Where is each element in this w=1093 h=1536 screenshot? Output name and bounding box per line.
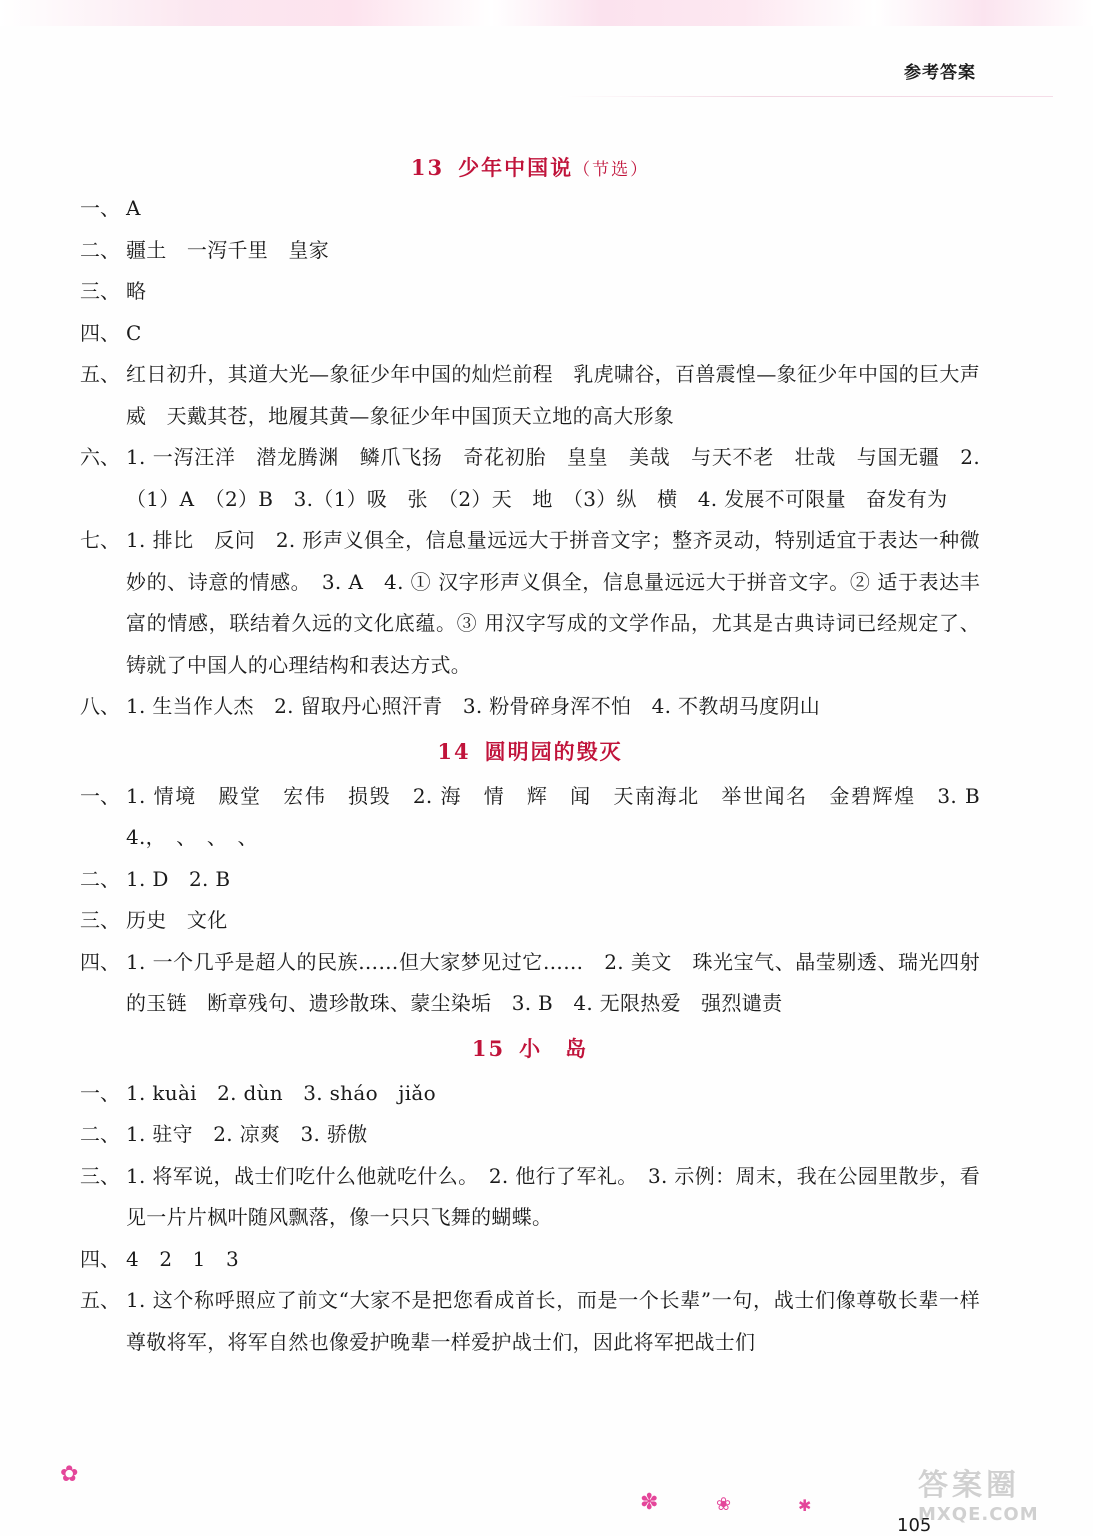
answer-text: 历史 文化 bbox=[126, 908, 228, 932]
answer-item bbox=[80, 900, 980, 942]
answer-label: 八、 bbox=[80, 694, 120, 718]
section-name: 圆明园的毁灭 bbox=[484, 738, 623, 764]
answer-label: 三、 bbox=[80, 279, 120, 303]
answer-item bbox=[80, 859, 980, 901]
flower-ornament-icon: ✱ bbox=[798, 1496, 812, 1515]
watermark-text: 答案圈 bbox=[918, 1468, 1020, 1503]
flower-ornament-icon: ✽ bbox=[640, 1490, 659, 1515]
answer-label: 三、 bbox=[80, 1163, 120, 1188]
answer-label: 一、 bbox=[80, 1080, 120, 1105]
answer-label: 五、 bbox=[80, 362, 120, 386]
answer-label: 四、 bbox=[80, 1246, 120, 1271]
answer-text: 1. D 2. B bbox=[126, 866, 231, 891]
answer-item bbox=[80, 437, 980, 520]
answer-label: 一、 bbox=[80, 196, 120, 220]
answer-text: A bbox=[126, 196, 141, 220]
section-title-15 bbox=[80, 1025, 980, 1073]
section-title-13 bbox=[80, 148, 980, 188]
flower-ornament-icon: ❀ bbox=[716, 1494, 732, 1515]
answer-item bbox=[80, 230, 980, 272]
flower-ornament-icon: ✿ bbox=[60, 1462, 79, 1487]
answer-label: 五、 bbox=[80, 1288, 120, 1312]
answer-text: 1. 这个称呼照应了前文“大家不是把您看成首长，而是一个长辈”一句，战士们像尊敬长辈一样尊敬将军，将军自然也像爱护晚辈一样爱护战士们，因此将军把战士们 bbox=[126, 1288, 980, 1354]
answer-label: 七、 bbox=[80, 528, 120, 552]
answer-label: 四、 bbox=[80, 949, 120, 974]
answer-item bbox=[80, 686, 980, 728]
page-number: 105 bbox=[897, 1515, 932, 1536]
answer-label: 四、 bbox=[80, 320, 120, 345]
answer-content bbox=[80, 140, 1001, 1363]
answer-text: 疆土 一泻千里 皇家 bbox=[126, 237, 329, 262]
section-number: 13 bbox=[410, 155, 445, 180]
answer-item bbox=[80, 1239, 980, 1281]
answer-text: 1. 一个几乎是超人的民族……但大家梦见过它…… 2. 美文 珠光宝气、晶莹剔透、瑞光四射的玉链 断章残句、遗珍散珠、蒙尘染垢 3. B 4. 无限热爱 强烈谴责 bbox=[126, 949, 980, 1015]
answer-text: 1. 驻守 2. 凉爽 3. 骄傲 bbox=[126, 1122, 368, 1146]
answer-item bbox=[80, 271, 980, 313]
answer-label: 二、 bbox=[80, 866, 120, 891]
answer-item bbox=[80, 1156, 980, 1239]
answer-text: 1. 生当作人杰 2. 留取丹心照汗青 3. 粉骨碎身浑不怕 4. 不教胡马度阴山 bbox=[126, 694, 821, 718]
answer-item bbox=[80, 313, 980, 355]
answer-item bbox=[80, 520, 980, 686]
header-label: 参考答案 bbox=[904, 63, 976, 83]
answer-text: 1. 将军说，战士们吃什么他就吃什么。 2. 他行了军礼。 3. 示例：周末，我在公园里散步，看见一片片枫叶随风飘落，像一只只飞舞的蝴蝶。 bbox=[126, 1163, 980, 1229]
answer-text: 略 bbox=[126, 279, 147, 303]
answer-label: 六、 bbox=[80, 445, 120, 469]
decorative-top-band bbox=[0, 0, 1093, 26]
answer-item bbox=[80, 1114, 980, 1156]
answer-label: 三、 bbox=[80, 908, 120, 932]
answer-item bbox=[80, 188, 980, 230]
answer-label: 二、 bbox=[80, 237, 120, 262]
header-rule bbox=[560, 96, 1053, 97]
watermark-url: MXQE.COM bbox=[918, 1504, 1039, 1525]
answer-text: 1. 情境 殿堂 宏伟 损毁 2. 海 情 辉 闻 天南海北 举世闻名 金碧辉煌 3. B 4.， 、 、 、 bbox=[126, 783, 1001, 849]
answer-text: 4 2 1 3 bbox=[126, 1246, 239, 1271]
answer-text: 1. 排比 反问 2. 形声义俱全，信息量远远大于拼音文字；整齐灵动，特别适宜于表达一种微妙的、诗意的情感。 3. A 4. ① 汉字形声义俱全，信息量远远大于拼音文字。② 适于表达丰富的情感，联结着久远的文化底蕴。③ 用汉字写成的文学作品，尤其是古典诗词已经规定了、铸就了中国人的心理结构和表达方式。 bbox=[126, 528, 980, 677]
section-name: 小 岛 bbox=[519, 1035, 589, 1061]
answer-text: C bbox=[126, 320, 142, 345]
section-note: （节选） bbox=[573, 160, 650, 180]
section-number: 15 bbox=[471, 1035, 506, 1061]
answer-item bbox=[80, 354, 980, 437]
answer-item bbox=[80, 942, 980, 1025]
section-title-14 bbox=[80, 728, 980, 776]
section-name: 少年中国说 bbox=[458, 155, 574, 180]
answer-item bbox=[80, 1280, 980, 1363]
answer-item bbox=[80, 776, 1001, 859]
watermark-logo bbox=[918, 1460, 1083, 1530]
answer-item bbox=[80, 1073, 980, 1115]
answer-label: 一、 bbox=[80, 783, 120, 808]
answer-label: 二、 bbox=[80, 1122, 120, 1146]
answer-text: 红日初升，其道大光—象征少年中国的灿烂前程 乳虎啸谷，百兽震惶—象征少年中国的巨大声威 天戴其苍，地履其黄—象征少年中国顶天立地的高大形象 bbox=[126, 362, 980, 428]
section-number: 14 bbox=[437, 738, 471, 764]
answer-text: 1. kuài 2. dùn 3. sháo jiǎo bbox=[126, 1080, 436, 1105]
answer-text: 1. 一泻汪洋 潜龙腾渊 鳞爪飞扬 奇花初胎 皇皇 美哉 与天不老 壮哉 与国无疆 2.（1）A （2）B 3.（1）吸 张 （2）天 地 （3）纵 横 4. 发展不可限量 奋发有为 bbox=[126, 445, 980, 511]
